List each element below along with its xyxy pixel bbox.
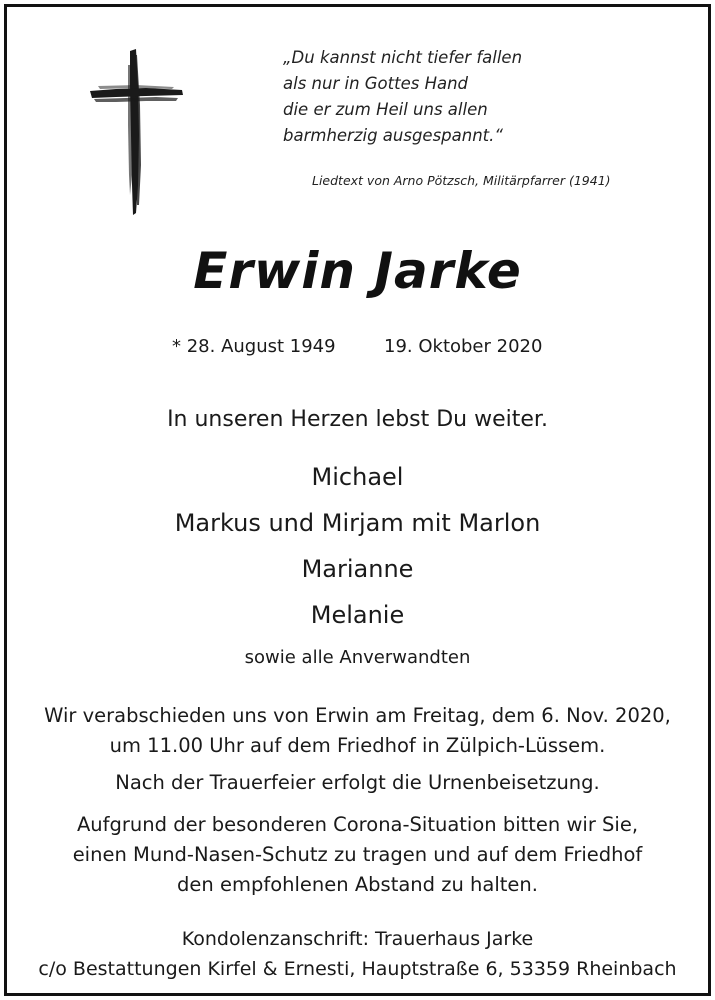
poem-line: „Du kannst nicht tiefer fallen [283,48,523,67]
relatives-note: sowie alle Anverwandten [244,647,471,668]
poem-line: barmherzig ausgespannt.“ [283,126,503,145]
family-member: Marianne [301,555,414,583]
corona-notice-line: den empfohlenen Abstand zu halten. [177,873,538,896]
corona-notice-line: einen Mund-Nasen-Schutz zu tragen und auf dem Friedhof [72,843,643,866]
death-date: 19. Oktober 2020 [384,336,543,357]
cross-icon [86,45,186,220]
service-info-line: Wir verabschieden uns von Erwin am Freitag, dem 6. Nov. 2020, [44,704,671,727]
birth-date: * 28. August 1949 [172,336,336,357]
deceased-name: Erwin Jarke [193,242,522,300]
family-member: Michael [311,463,404,491]
family-member: Melanie [310,601,405,629]
poem-quote [283,45,583,149]
poem-line: als nur in Gottes Hand [283,74,469,93]
poem-source: Liedtext von Arno Pötzsch, Militärpfarrer (1941) [312,173,611,188]
burial-info-line: Nach der Trauerfeier erfolgt die Urnenbeisetzung. [115,771,600,794]
family-member: Markus und Mirjam mit Marlon [174,509,541,537]
condolence-address: Kondolenzanschrift: Trauerhaus Jarke [181,928,534,950]
memorial-motto: In unseren Herzen lebst Du weiter. [167,407,548,432]
corona-notice-line: Aufgrund der besonderen Corona-Situation bitten wir Sie, [76,813,639,836]
poem-line: die er zum Heil uns allen [283,100,488,119]
service-info-line: um 11.00 Uhr auf dem Friedhof in Zülpich-Lüssem. [109,734,606,757]
condolence-address: c/o Bestattungen Kirfel & Ernesti, Hauptstraße 6, 53359 Rheinbach [38,958,677,980]
